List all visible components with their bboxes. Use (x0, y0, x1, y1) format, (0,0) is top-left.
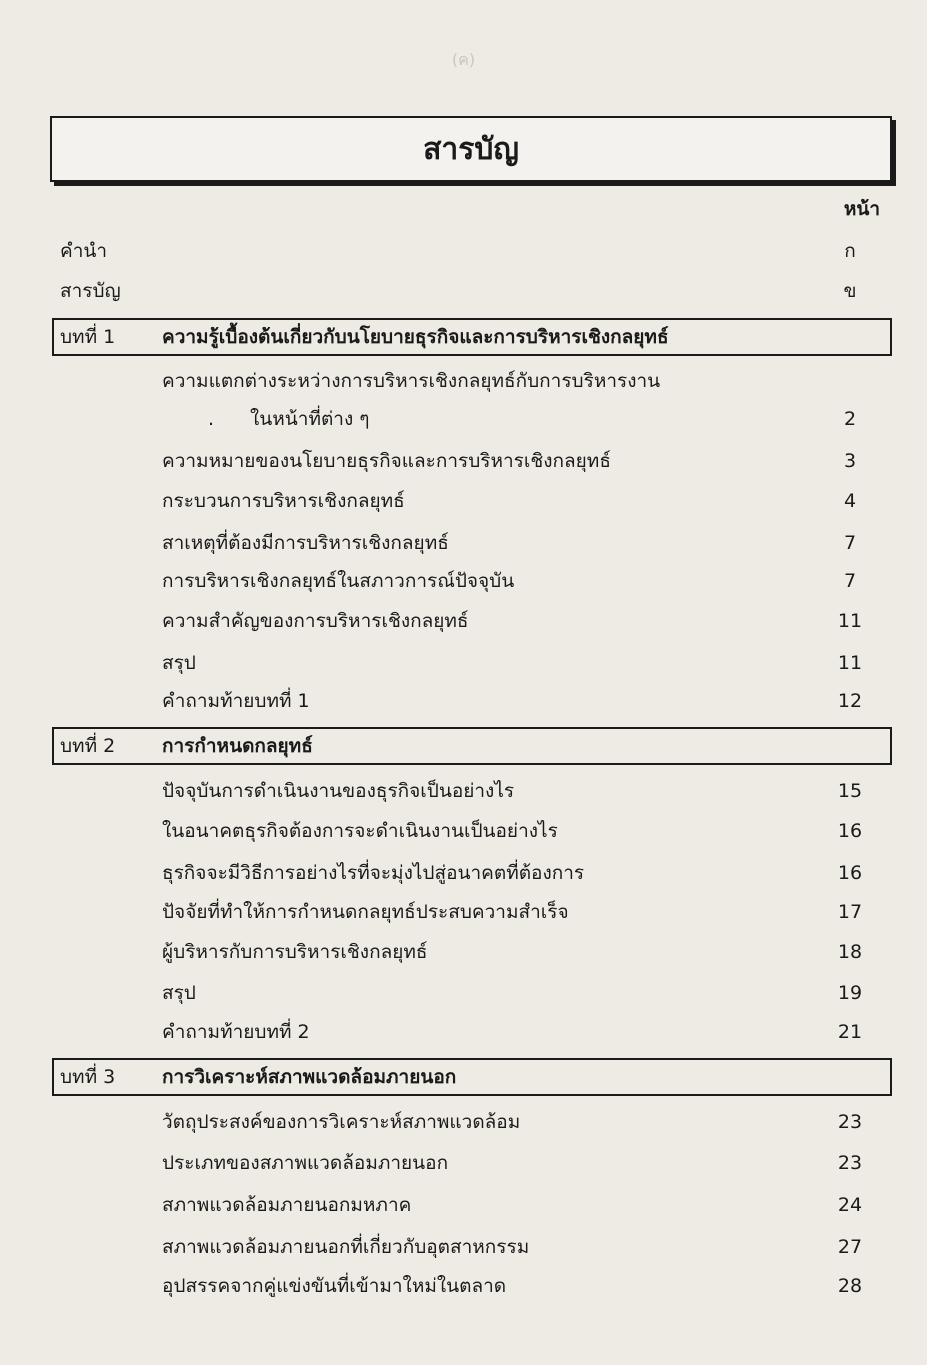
entry-title: ความสำคัญของการบริหารเชิงกลยุทธ์ (162, 610, 469, 632)
entry-page: 15 (837, 780, 863, 802)
entry-title: สภาพแวดล้อมภายนอกที่เกี่ยวกับอุตสาหกรรม (162, 1236, 530, 1258)
entry-page: 18 (837, 941, 863, 963)
chapter-3-heading[interactable] (52, 1058, 892, 1096)
toc-entry[interactable] (0, 1144, 927, 1182)
toc-entry[interactable] (0, 1267, 927, 1305)
chapter-label: บทที่ 3 (60, 1066, 116, 1088)
entry-page: 2 (843, 408, 857, 430)
entry-title: กระบวนการบริหารเชิงกลยุทธ์ (162, 490, 405, 512)
toc-entry[interactable] (0, 772, 927, 810)
entry-page: 17 (837, 901, 863, 923)
entry-page: 7 (843, 532, 857, 554)
toc-entry[interactable] (0, 400, 927, 438)
toc-entry[interactable] (0, 562, 927, 600)
toc-title-box (50, 116, 892, 182)
toc-entry[interactable] (0, 854, 927, 892)
entry-page: 24 (837, 1194, 863, 1216)
entry-title: สารบัญ (60, 280, 121, 302)
entry-title: ปัจจุบันการดำเนินงานของธุรกิจเป็นอย่างไร (162, 780, 515, 802)
toc-entry[interactable] (0, 362, 927, 400)
toc-title: สารบัญ (423, 131, 519, 167)
entry-page: 16 (837, 862, 863, 884)
toc-entry[interactable] (0, 933, 927, 971)
entry-title: สรุป (162, 652, 196, 674)
entry-page: 28 (837, 1275, 863, 1297)
entry-title: ความหมายของนโยบายธุรกิจและการบริหารเชิงกลยุทธ์ (162, 450, 611, 472)
entry-title: การบริหารเชิงกลยุทธ์ในสภาวการณ์ปัจจุบัน (162, 570, 515, 592)
entry-title: ประเภทของสภาพแวดล้อมภายนอก (162, 1152, 449, 1174)
chapter-title: ความรู้เบื้องต้นเกี่ยวกับนโยบายธุรกิจและการบริหารเชิงกลยุทธ์ (162, 326, 669, 348)
toc-entry[interactable] (0, 1186, 927, 1224)
chapter-1-heading[interactable] (52, 318, 892, 356)
toc-entry[interactable] (0, 974, 927, 1012)
toc-entry[interactable] (0, 1103, 927, 1141)
entry-title: สาเหตุที่ต้องมีการบริหารเชิงกลยุทธ์ (162, 532, 449, 554)
entry-page: 23 (837, 1111, 863, 1133)
chapter-label: บทที่ 2 (60, 735, 116, 757)
entry-page: 16 (837, 820, 863, 842)
entry-page: 4 (843, 490, 857, 512)
toc-entry[interactable] (0, 482, 927, 520)
toc-entry[interactable] (0, 644, 927, 682)
entry-title: คำถามท้ายบทที่ 1 (162, 690, 310, 712)
toc-entry[interactable] (0, 1228, 927, 1266)
entry-title: ความแตกต่างระหว่างการบริหารเชิงกลยุทธ์กับการบริหารงาน (162, 370, 661, 392)
page-marker: (ค) (451, 50, 476, 69)
entry-page: 21 (837, 1021, 863, 1043)
page-column-header: หน้า (843, 198, 880, 220)
entry-page: 7 (843, 570, 857, 592)
entry-page: ก (844, 240, 856, 262)
entry-page: 3 (843, 450, 857, 472)
chapter-title: การวิเคราะห์สภาพแวดล้อมภายนอก (162, 1066, 457, 1088)
toc-entry-preface[interactable] (0, 232, 927, 270)
entry-title: อุปสรรคจากคู่แข่งขันที่เข้ามาใหม่ในตลาด (162, 1275, 507, 1297)
toc-entry[interactable] (0, 812, 927, 850)
toc-entry[interactable] (0, 1013, 927, 1051)
entry-page: 11 (837, 652, 863, 674)
chapter-2-heading[interactable] (52, 727, 892, 765)
entry-title: คำนำ (60, 240, 108, 262)
chapter-title: การกำหนดกลยุทธ์ (162, 735, 313, 757)
entry-page: 27 (837, 1236, 863, 1258)
toc-entry[interactable] (0, 442, 927, 480)
entry-title: ในอนาคตธุรกิจต้องการจะดำเนินงานเป็นอย่างไร (162, 820, 558, 842)
entry-title: คำถามท้ายบทที่ 2 (162, 1021, 310, 1043)
entry-title: สภาพแวดล้อมภายนอกมหภาค (162, 1194, 412, 1216)
entry-title: ผู้บริหารกับการบริหารเชิงกลยุทธ์ (162, 941, 428, 963)
entry-page: 19 (837, 982, 863, 1004)
entry-page: 23 (837, 1152, 863, 1174)
entry-page: 11 (837, 610, 863, 632)
entry-page: 12 (837, 690, 863, 712)
stray-dot: . (208, 408, 215, 430)
entry-title: ในหน้าที่ต่าง ๆ (250, 408, 370, 430)
entry-page: ข (843, 280, 857, 302)
toc-entry[interactable] (0, 682, 927, 720)
toc-entry-contents[interactable] (0, 272, 927, 310)
entry-title: วัตถุประสงค์ของการวิเคราะห์สภาพแวดล้อม (162, 1111, 521, 1133)
chapter-label: บทที่ 1 (60, 326, 116, 348)
entry-title: สรุป (162, 982, 196, 1004)
toc-entry[interactable] (0, 524, 927, 562)
toc-entry[interactable] (0, 893, 927, 931)
entry-title: ปัจจัยที่ทำให้การกำหนดกลยุทธ์ประสบความสำเร็จ (162, 901, 569, 923)
toc-entry[interactable] (0, 602, 927, 640)
entry-title: ธุรกิจจะมีวิธีการอย่างไรที่จะมุ่งไปสู่อนาคตที่ต้องการ (162, 862, 585, 884)
